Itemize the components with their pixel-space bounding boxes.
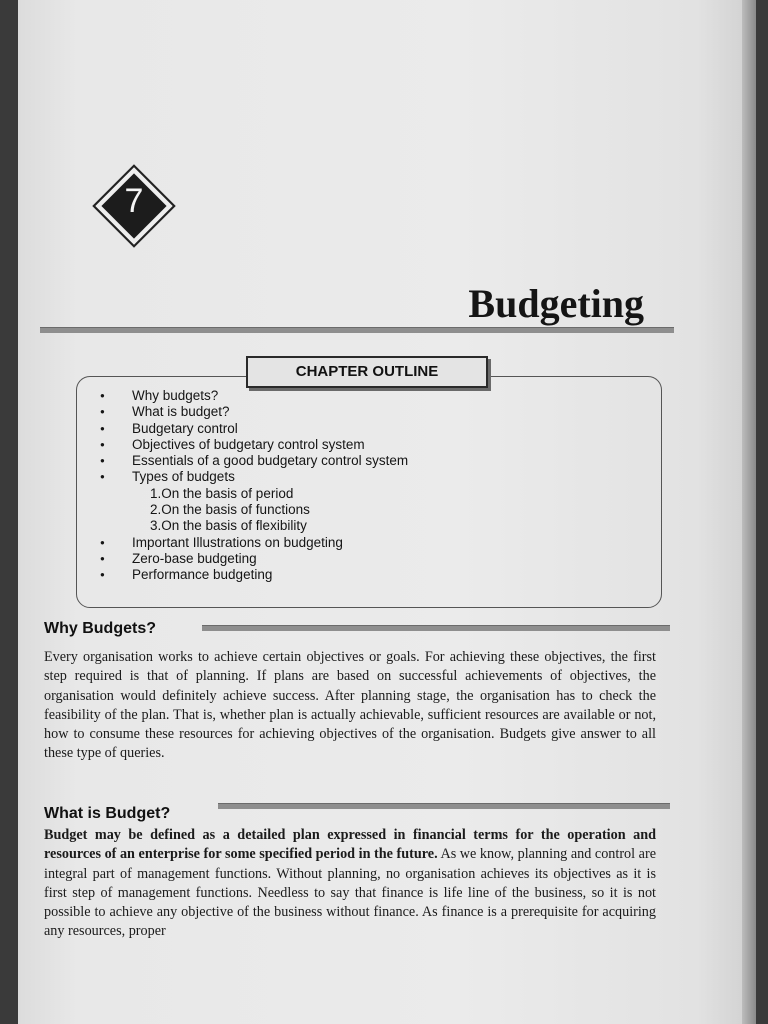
book-page xyxy=(18,0,756,1024)
paragraph-why-budgets: Every organisation works to achieve certain objectives or goals. For achieving these objectives, the first step required is that of planning. If plans are based on successful achievements of objectives, the organisation would definitely achieve success. After planning stage, the organisation has to check the feasibility of the plan. That is, whether plan is actually achievable, sufficient resources are available or not, how to consume these resources for achieving objectives of the organisation. Budgets give answer to all these type of queries. xyxy=(44,649,656,762)
section-heading-why-budgets: Why Budgets? xyxy=(44,620,156,637)
chapter-number: 7 xyxy=(124,182,144,220)
outline-item: ● Zero-base budgeting xyxy=(98,551,408,567)
definition-text: Budget may be defined as a detailed plan expressed in financial terms for the operation and resources of an enterprise for some specified period in the future. xyxy=(44,827,656,863)
section-rule xyxy=(218,803,670,809)
title-rule xyxy=(40,327,674,333)
chapter-badge xyxy=(93,165,175,247)
outline-item: ● Performance budgeting xyxy=(98,567,408,583)
outline-item: ● Objectives of budgetary control system xyxy=(98,437,408,453)
outline-item: ● Why budgets? xyxy=(98,388,408,404)
chapter-title: Budgeting xyxy=(468,281,644,326)
chapter-outline-list xyxy=(98,388,408,584)
outline-item: ● Budgetary control xyxy=(98,421,408,437)
section-heading-what-is-budget: What is Budget? xyxy=(44,805,171,822)
outline-item: ● Essentials of a good budgetary control system xyxy=(98,453,408,469)
outline-subitem: 1.On the basis of period xyxy=(150,485,294,501)
page-edge xyxy=(742,0,756,1024)
paragraph-what-is-budget xyxy=(44,826,656,942)
outline-item: ● Types of budgets xyxy=(98,469,408,485)
paragraph-body: As we know, planning and control are integral part of management functions. Without planning, no organisation achieves its objectives as it is first step of management functions. Needless to say that finance is life line of the business, so it is not possible to achieve any objective of the business without finance. As finance is a prerequisite for acquiring any resources, proper xyxy=(44,846,656,940)
outline-subitem: 3.On the basis of flexibility xyxy=(150,518,307,534)
chapter-outline-label: CHAPTER OUTLINE xyxy=(246,356,488,388)
section-rule xyxy=(202,625,670,631)
outline-item: ● What is budget? xyxy=(98,404,408,420)
outline-item: ● Important Illustrations on budgeting xyxy=(98,535,408,551)
outline-subitem: 2.On the basis of functions xyxy=(150,502,310,518)
